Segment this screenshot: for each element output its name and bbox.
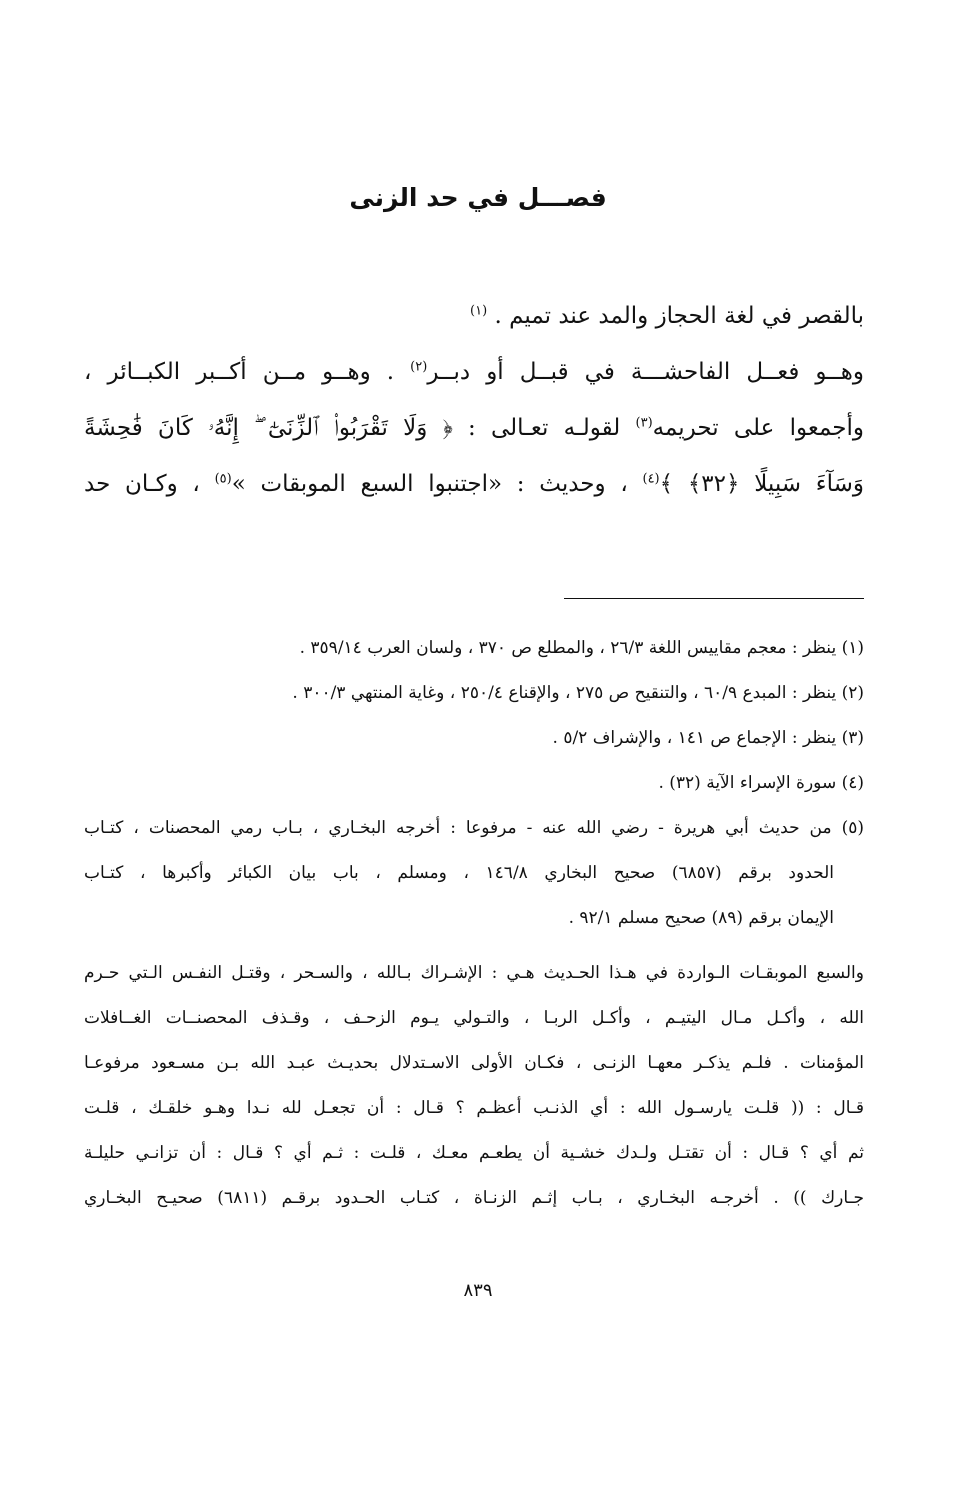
page-number: ٨٣٩ <box>463 1280 493 1301</box>
footnote-4: (٤) سورة الإسراء الآية (٣٢) . <box>658 773 864 793</box>
quran-verse-end: وَسَآءَ سَبِيلًا ﴿٣٢﴾ ﴾ <box>659 471 864 497</box>
body-line-3 <box>84 404 864 460</box>
footnote-ref-3[interactable]: (٣) <box>635 415 653 431</box>
body-text-segment: وأجمعوا على تحريمه <box>652 415 864 441</box>
main-text <box>84 292 864 516</box>
body-line-2 <box>84 348 864 404</box>
footnotes-section <box>84 628 864 1223</box>
footnote-paragraph-line-5: ثم أي ؟ قـال : أن تقتـل ولـدك خشـية أن يطعـم معـك ، قلـت : ثـم أي ؟ قـال : أن تزانـي حليلـة <box>84 1143 864 1163</box>
footnote-5-line-1: (٥) من حديث أبي هريرة - رضي الله عنه - مرفوعا : أخرجه البخـاري ، بـاب رمي المحصنات ، كتـاب <box>84 818 864 838</box>
body-text-segment: بالقصر في لغة الحجاز والمد عند تميم . <box>494 303 864 329</box>
footnote-paragraph-line-1: والسبع الموبقـات الـواردة في هـذا الحـديث هـي : الإشـراك بـالله ، والسـحر ، وقتـل النفـس الـتي حـرم <box>84 963 864 983</box>
footnote-3: (٣) ينظر : الإجماع ص ١٤١ ، والإشراف ٥/٢ . <box>552 728 864 748</box>
body-text-segment: وهــو فعــل الفاحشـــة في قبــل أو دبــر <box>427 359 864 385</box>
footnote-ref-5[interactable]: (٥) <box>214 471 232 487</box>
quran-verse: لقولـه تعـالى : ﴿ وَلَا تَقْرَبُوا۟ ٱلزِّنَىٰٓ ۖ إِنَّهُۥ كَانَ فَٰحِشَةً <box>84 415 621 441</box>
footnote-ref-4[interactable]: (٤) <box>642 471 660 487</box>
footnote-1: (١) ينظر : معجم مقاييس اللغة ٢٦/٣ ، والمطلع ص ٣٧٠ ، ولسان العرب ٣٥٩/١٤ . <box>299 638 864 658</box>
footnote-separator <box>564 598 864 599</box>
footnote-paragraph-line-4: قـال : (( قلـت يارسـول الله : أي الذنـب أعظـم ؟ قـال : أن تجعـل لله نـدا وهـو خلقـك ، قلـت <box>84 1098 864 1118</box>
body-line-1 <box>84 292 864 348</box>
footnote-paragraph-line-3: المؤمنات . فلـم يذكـر معهـا الزنـى ، فكـان الأولى الاسـتدلال بحديـث عبـد الله بـن مسـعود مرفوعـا <box>84 1053 864 1073</box>
chapter-title: فصـــل في حد الزنى <box>349 183 607 212</box>
body-line-4 <box>84 460 864 516</box>
hadith-quote: ، وحديث : «اجتنبوا السبع الموبقات » <box>231 471 628 497</box>
footnote-paragraph-line-6: جـارك )) . أخرجـه البخـاري ، بـاب إثـم الزنـاة ، كتـاب الحـدود برقـم (٦٨١١) صحيـح البخـاري <box>84 1188 864 1208</box>
body-text-segment: . وهــو مــن أكــبر الكبــائر ، <box>84 359 395 385</box>
footnote-5-line-2: الحدود برقم (٦٨٥٧) صحيح البخاري ١٤٦/٨ ، ومسلم ، باب بيان الكبائر وأكبرها ، كتـاب <box>84 863 834 883</box>
footnote-5-line-3: الإيمان برقم (٨٩) صحيح مسلم ٩٢/١ . <box>568 908 834 928</box>
footnote-ref-2[interactable]: (٢) <box>410 359 428 375</box>
footnote-ref-1[interactable]: (١) <box>470 303 488 319</box>
footnote-2: (٢) ينظر : المبدع ٦٠/٩ ، والتنقيح ص ٢٧٥ ، والإقناع ٢٥٠/٤ ، وغاية المنتهي ٣٠٠/٣ . <box>292 683 864 703</box>
footnote-paragraph-line-2: الله ، وأكـل مـال اليتيـم ، وأكـل الربـا ، والتـولي يـوم الزحـف ، وقـذف المحصنــات الغــافلات <box>84 1008 864 1028</box>
body-text-segment: ، وكـان حد <box>84 471 200 497</box>
